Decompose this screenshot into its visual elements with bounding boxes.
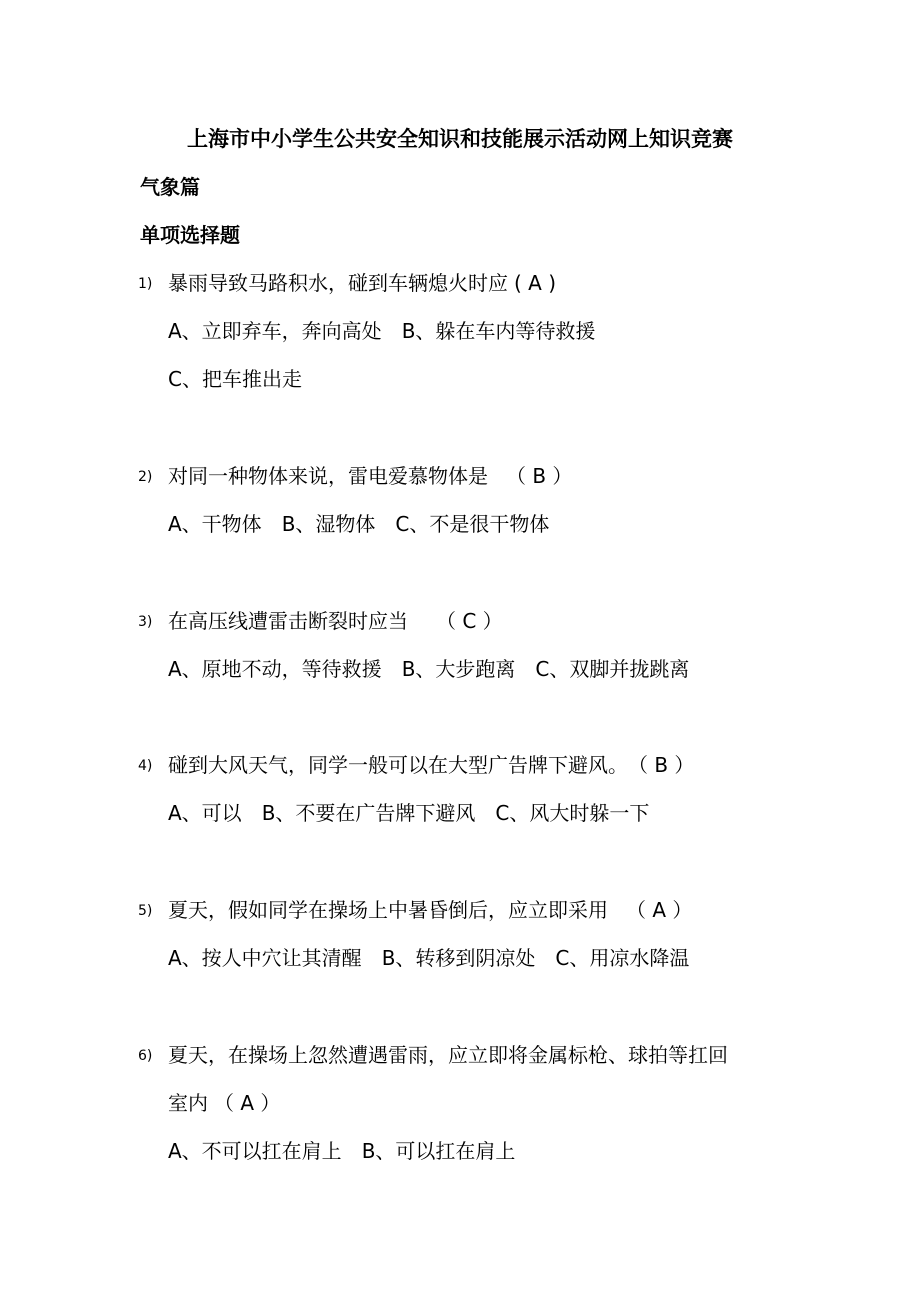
question-5-stem [168,894,692,926]
question-5-number: 5) [138,903,153,919]
question-2-answer: （ B ） [506,464,573,488]
question-3-options-line-1 [168,653,689,685]
question-5-answer: （ A ） [626,898,693,922]
document-title: 上海市中小学生公共安全知识和技能展示活动网上知识竞赛 [187,127,733,151]
question-3-option-a: A、原地不动，等待救援 [168,657,382,681]
question-3-stem [168,605,503,637]
question-6-stem-cont [168,1087,280,1119]
question-4-option-b: B、不要在广告牌下避风 [261,801,476,825]
question-2-option-a: A、干物体 [168,512,262,536]
question-4-option-a: A、可以 [168,801,242,825]
question-4-number: 4) [138,758,153,774]
question-3-text: 在高压线遭雷击断裂时应当 [168,609,408,633]
question-5-option-a: A、按人中穴让其清醒 [168,946,362,970]
question-3-option-c: C、双脚并拢跳离 [535,657,690,681]
question-5-option-b: B、转移到阴凉处 [381,946,536,970]
question-6-option-b: B、可以扛在肩上 [361,1139,516,1163]
question-3-option-b: B、大步跑离 [401,657,516,681]
question-4-text: 碰到大风天气，同学一般可以在大型广告牌下避风。 [168,753,628,777]
question-1-stem [168,267,556,299]
question-3-number: 3) [138,614,153,630]
question-2-option-c: C、不是很干物体 [395,512,550,536]
question-2-number: 2) [138,469,153,485]
question-1-options-line-2 [168,363,302,395]
question-1-answer: ( A ) [514,271,557,295]
question-5-options-line-1 [168,942,689,974]
question-1-text: 暴雨导致马路积水，碰到车辆熄火时应 [168,271,508,295]
question-1-number: 1) [138,276,153,292]
question-4-option-c: C、风大时躲一下 [495,801,650,825]
question-6-answer: （ A ） [214,1091,281,1115]
question-6-number: 6) [138,1048,153,1064]
question-2-stem [168,460,572,492]
subsection-heading: 单项选择题 [140,223,240,247]
question-5-option-c: C、用凉水降温 [555,946,690,970]
question-1-options-line-1 [168,315,595,347]
question-6-text-cont: 室内 [168,1091,208,1115]
question-2-text: 对同一种物体来说，雷电爱慕物体是 [168,464,488,488]
question-4-stem [168,749,694,781]
question-6-options-line-1 [168,1135,515,1167]
section-heading: 气象篇 [140,175,200,199]
question-1-option-b: B、躲在车内等待救援 [401,319,596,343]
question-1-option-a: A、立即弃车，奔向高处 [168,319,382,343]
question-6-option-a: A、不可以扛在肩上 [168,1139,342,1163]
question-5-text: 夏天，假如同学在操场上中暑昏倒后，应立即采用 [168,898,608,922]
question-1-option-c: C、把车推出走 [168,367,302,391]
question-2-option-b: B、湿物体 [281,512,376,536]
question-4-options-line-1 [168,797,649,829]
question-2-options-line-1 [168,508,549,540]
question-6-stem: 夏天，在操场上忽然遭遇雷雨，应立即将金属标枪、球拍等扛回 [168,1043,728,1067]
question-3-answer: （ C ） [436,609,503,633]
question-4-answer: （ B ） [638,753,695,777]
